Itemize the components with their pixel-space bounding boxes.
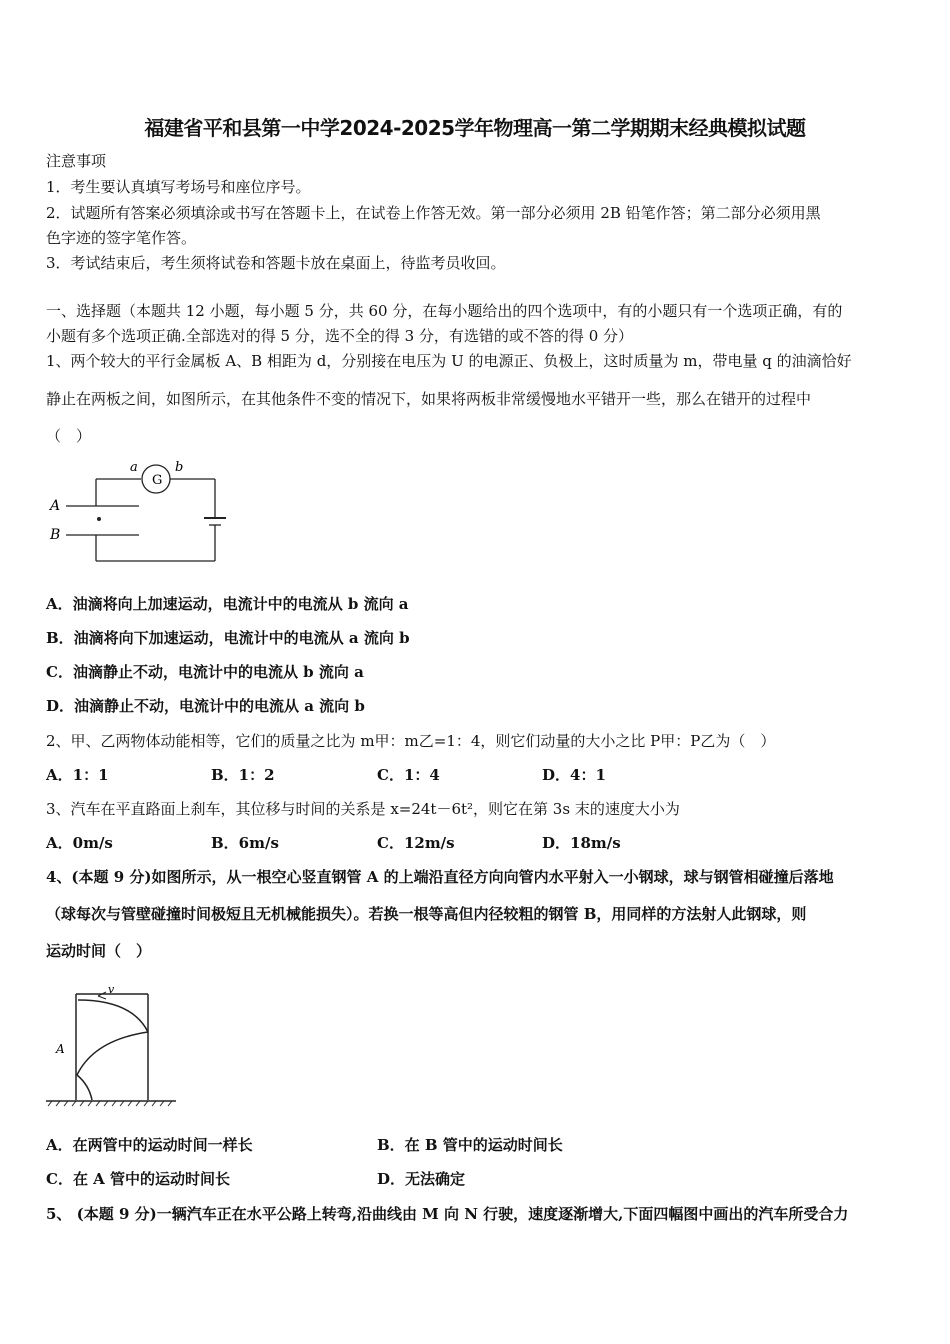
plate-a-label: A — [50, 498, 61, 514]
q3-stem: 3、汽车在平直路面上刹车，其位移与时间的关系是 x=24t－6t²，则它在第 3s 末的速度大小为 — [46, 800, 680, 818]
q4-option-d[interactable]: D．无法确定 — [377, 1170, 466, 1188]
q4-option-c[interactable]: C．在 A 管中的运动时间长 — [46, 1170, 231, 1188]
q1-option-b[interactable]: B．油滴将向下加速运动，电流计中的电流从 a 流向 b — [46, 629, 410, 647]
q5-stem: 5、 (本题 9 分)一辆汽车正在水平公路上转弯,沿曲线由 M 向 N 行驶，速度逐渐增大,下面四幅图中画出的汽车所受合力 — [46, 1205, 849, 1223]
notice-item: 1．考生要认真填写考场号和座位序号。 — [46, 178, 311, 196]
page-title: 福建省平和县第一中学2024-2025学年物理高一第二学期期末经典模拟试题 — [144, 116, 806, 140]
q1-option-a[interactable]: A．油滴将向上加速运动，电流计中的电流从 b 流向 a — [46, 595, 409, 613]
q4-option-b[interactable]: B．在 B 管中的运动时间长 — [377, 1136, 563, 1154]
galvanometer-label: G — [152, 473, 163, 488]
q1-stem: 静止在两板之间，如图所示，在其他条件不变的情况下，如果将两板非常缓慢地水平错开一些，那么在错开的过程中 — [46, 390, 812, 408]
plate-b-label: B — [50, 527, 61, 543]
q4-stem: 运动时间（ ） — [46, 942, 152, 960]
q4-stem: （球每次与管壁碰撞时间极短且无机械能损失）。若换一根等高但内径较粗的钢管 B，用同样的方法射人此钢球，则 — [46, 905, 807, 923]
q3-option-d[interactable]: D．18m/s — [542, 834, 621, 852]
q3-option-a[interactable]: A．0m/s — [46, 834, 113, 852]
velocity-label: v — [108, 983, 115, 996]
section-heading: 小题有多个选项正确.全部选对的得 5 分，选不全的得 3 分，有选错的或不答的得 0 分） — [46, 327, 634, 345]
velocity-arrow-icon — [98, 992, 106, 999]
q2-stem: 2、甲、乙两物体动能相等，它们的质量之比为 m甲：m乙=1：4，则它们动量的大小之比 P甲：P乙为（ ） — [46, 732, 776, 750]
notice-item: 3．考试结束后，考生须将试卷和答题卡放在桌面上，待监考员收回。 — [46, 254, 506, 272]
q1-stem: （ ） — [46, 427, 92, 445]
notice-item: 色字迹的签字笔作答。 — [46, 229, 197, 247]
q2-option-a[interactable]: A．1：1 — [46, 766, 109, 784]
oil-drop — [97, 517, 101, 521]
q2-option-d[interactable]: D．4：1 — [542, 766, 606, 784]
notice-item: 2．试题所有答案必须填涂或书写在答题卡上，在试卷上作答无效。第一部分必须用 2B 铅笔作答；第二部分必须用黑 — [46, 204, 821, 222]
q4-option-a[interactable]: A．在两管中的运动时间一样长 — [46, 1136, 253, 1154]
notice-heading: 注意事项 — [46, 152, 107, 170]
label-b: b — [175, 460, 184, 475]
q1-option-d[interactable]: D．油滴静止不动，电流计中的电流从 a 流向 b — [46, 697, 365, 715]
q3-option-c[interactable]: C．12m/s — [377, 834, 455, 852]
q1-stem: 1、两个较大的平行金属板 A、B 相距为 d，分别接在电压为 U 的电源正、负极上，这时质量为 m，带电量 q 的油滴恰好 — [46, 352, 852, 370]
q1-circuit-figure — [44, 455, 234, 570]
tube-a-label: A — [56, 1042, 65, 1056]
q2-option-c[interactable]: C．1：4 — [377, 766, 440, 784]
q3-option-b[interactable]: B．6m/s — [211, 834, 279, 852]
q1-option-c[interactable]: C．油滴静止不动，电流计中的电流从 b 流向 a — [46, 663, 364, 681]
label-a: a — [130, 460, 138, 475]
q2-option-b[interactable]: B．1：2 — [211, 766, 275, 784]
q4-tube-figure — [44, 980, 184, 1110]
q4-stem: 4、(本题 9 分)如图所示，从一根空心竖直钢管 A 的上端沿直径方向向管内水平射入一小钢球，球与钢管相碰撞后落地 — [46, 868, 834, 886]
section-heading: 一、选择题（本题共 12 小题，每小题 5 分，共 60 分，在每小题给出的四个选项中，有的小题只有一个选项正确，有的 — [46, 302, 843, 320]
